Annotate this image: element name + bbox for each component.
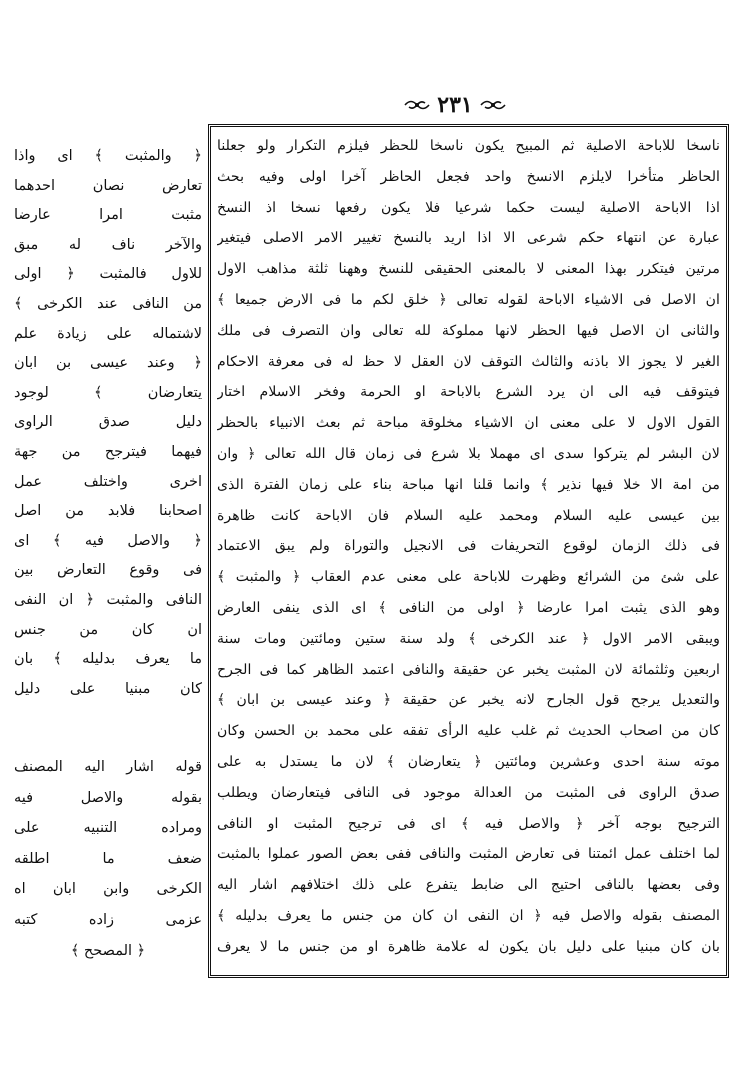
margin-note-line: الكرخى وابن ابان اه — [14, 881, 202, 898]
page-header — [380, 90, 530, 120]
margin-line: اصحابنا فلابد من اصل — [14, 503, 202, 520]
left-ornament-icon — [479, 97, 507, 113]
main-text-line: على شئ من الشرائع وظهرت للاباحة على معنى عدم العقاب ﴿ والمثبت ﴾ — [217, 569, 720, 586]
margin-note-line: ومراده التنبيه على — [14, 820, 202, 837]
main-text-frame — [208, 124, 729, 978]
margin-line: فى وقوع التعارض بين — [14, 562, 202, 579]
margin-line: ان كان من جنس — [14, 621, 202, 638]
margin-note-line: عزمى زاده كتبه — [14, 911, 202, 928]
main-text-line: الترجيح بوجه آخر ﴿ والاصل فيه ﴾ اى فى ترجيح المثبت او النافى — [217, 815, 720, 832]
main-text-body — [217, 131, 720, 971]
margin-note-line: قوله اشار اليه المصنف — [14, 759, 202, 775]
margin-line: لاشتماله على زيادة علم — [14, 325, 202, 342]
margin-line: يتعارضان ﴾ لوجود — [14, 384, 202, 401]
main-text-line: ناسخا للاباحة الاصلية ثم المبيح يكون ناسخا للحظر فيلزم التكرار ولو جعلنا — [217, 138, 720, 154]
margin-line: فيهما فيترجح من جهة — [14, 443, 202, 460]
margin-line: من النافى عند الكرخى ﴾ — [14, 295, 202, 312]
margin-line: كان مبنيا على دليل — [14, 680, 202, 697]
right-ornament-icon — [403, 97, 431, 113]
margin-note-bottom — [14, 752, 202, 966]
margin-line: اخرى واختلف عمل — [14, 473, 202, 490]
margin-note-line: ضعف ما اطلقه — [14, 850, 202, 867]
main-text-line: عبارة عن انتهاء حكم شرعى الا اذا اريد بالنسخ تغيير الامر الاصلى فيتغير — [217, 230, 720, 247]
main-text-line: لما اختلف عمل ائمتنا فى تعارض المثبت والنافى ففى بعض الصور عملوا بالمثبت — [217, 846, 720, 863]
margin-line: مثبت امرا عارضا — [14, 207, 202, 224]
main-text-line: مرتين فيتكرر بهذا المعنى لا بالمعنى الحقيقى للنسخ وههنا ثلثة مذاهب الاول — [217, 261, 720, 278]
main-text-line: الحاظر متأخرا لايلزم الانسخ واحد فجعل الحاظر آخرا اولى وفيه بحث — [217, 168, 720, 185]
main-text-line: اربعين وثلثمائة لان المثبت يخبر عن حقيقة والنافى اعتمد الظاهر كما فى الجرح — [217, 661, 720, 678]
margin-line: النافى والمثبت ﴿ ان النفى — [14, 591, 202, 608]
main-text-line: كان من اصحاب الحديث ثم غلب عليه الرأى تفقه على محمد بن الحسن وكان — [217, 723, 720, 740]
main-text-line: اذا الاباحة الاصلية ليست حكما شرعيا فلا يكون رفعها نسخا اذ النسخ — [217, 199, 720, 216]
main-text-line: ان الاصل فى الاشياء الاباحة لقوله تعالى ﴿ خلق لكم ما فى الارض جميعا ﴾ — [217, 291, 720, 308]
main-text-line: صدق الراوى فى المثبت من العدالة موجود فى النافى فيتعارضان ويطلب — [217, 784, 720, 801]
margin-line: ﴿ وعند عيسى بن ابان — [14, 355, 202, 372]
main-text-line: وفى بعضها بالنافى احتيج الى ضابط يتفرع على ذلك اختلافهم اشار اليه — [217, 877, 720, 894]
main-text-line: الغير لا يجوز الا باذنه والثالث التوقف لان العقل لا حظ له فى معرفة الاحكام — [217, 353, 720, 370]
main-text-line: فيتوقف فيه الى ان يرد الشرع بالاباحة او الحرمة وفخر الاسلام اختار — [217, 384, 720, 401]
margin-line: ما يعرف بدليله ﴾ بان — [14, 651, 202, 668]
main-text-line: بان كان مبنيا على دليل بان يكون له علامة ظاهرة او من جنس ما لا يعرف — [217, 938, 720, 955]
main-text-line: وهو الذى يثبت امرا عارضا ﴿ اولى من النافى ﴾ اى الذى ينفى العارض — [217, 599, 720, 616]
margin-note-line: بقوله والاصل فيه — [14, 789, 202, 806]
main-text-line: المصنف بقوله والاصل فيه ﴿ ان النفى ان كان من جنس ما يعرف بدليله ﴾ — [217, 907, 720, 924]
page-number: ٢٣١ — [437, 92, 473, 118]
margin-line: والآخر ناف له مبق — [14, 236, 202, 253]
margin-line: للاول فالمثبت ﴿ اولى — [14, 266, 202, 283]
main-text-line: لان البشر لم يتركوا سدى اى مهملا بلا شرع فى زمان قال الله تعالى ﴿ وان — [217, 445, 720, 462]
main-text-line: موته سنة احدى وعشرين ومائتين ﴿ يتعارضان ﴾ لان ما يستدل به على — [217, 753, 720, 770]
main-text-line: فى ذلك الزمان لوقوع التحريفات فى الانجيل والتوراة ولم يبق الاعتماد — [217, 538, 720, 555]
margin-line: ﴿ والاصل فيه ﴾ اى — [14, 532, 202, 549]
margin-line: ﴿ والمثبت ﴾ اى واذا — [14, 148, 202, 164]
margin-line: تعارض نصان احدهما — [14, 177, 202, 194]
margin-note-line: ﴿ المصحح ﴾ — [70, 942, 146, 959]
main-text-line: القول الاول لا على معنى ان الاشياء مخلوقة مباحة ثم بعث الانبياء بالحظر — [217, 415, 720, 432]
main-text-line: ويبقى الامر الاول ﴿ عند الكرخى ﴾ ولد سنة ستين ومائتين ومات سنة — [217, 630, 720, 647]
main-text-line: بين عيسى عليه السلام ومحمد عليه السلام فان الاباحة كانت ظاهرة — [217, 507, 720, 524]
main-text-line: والثانى ان الاصل فيها الحظر لانها مملوكة لله تعالى وان التصرف فى ملك — [217, 322, 720, 339]
margin-line: دليل صدق الراوى — [14, 414, 202, 431]
margin-commentary-top — [14, 142, 202, 704]
main-text-line: من امة الا خلا فيها نذير ﴾ وانما قلنا انها مباحة بناء على زمان الفترة الذى — [217, 476, 720, 493]
main-text-line: والتعديل يرجح قول الجارح لانه يخبر عن حقيقة ﴿ وعند عيسى بن ابان ﴾ — [217, 692, 720, 709]
